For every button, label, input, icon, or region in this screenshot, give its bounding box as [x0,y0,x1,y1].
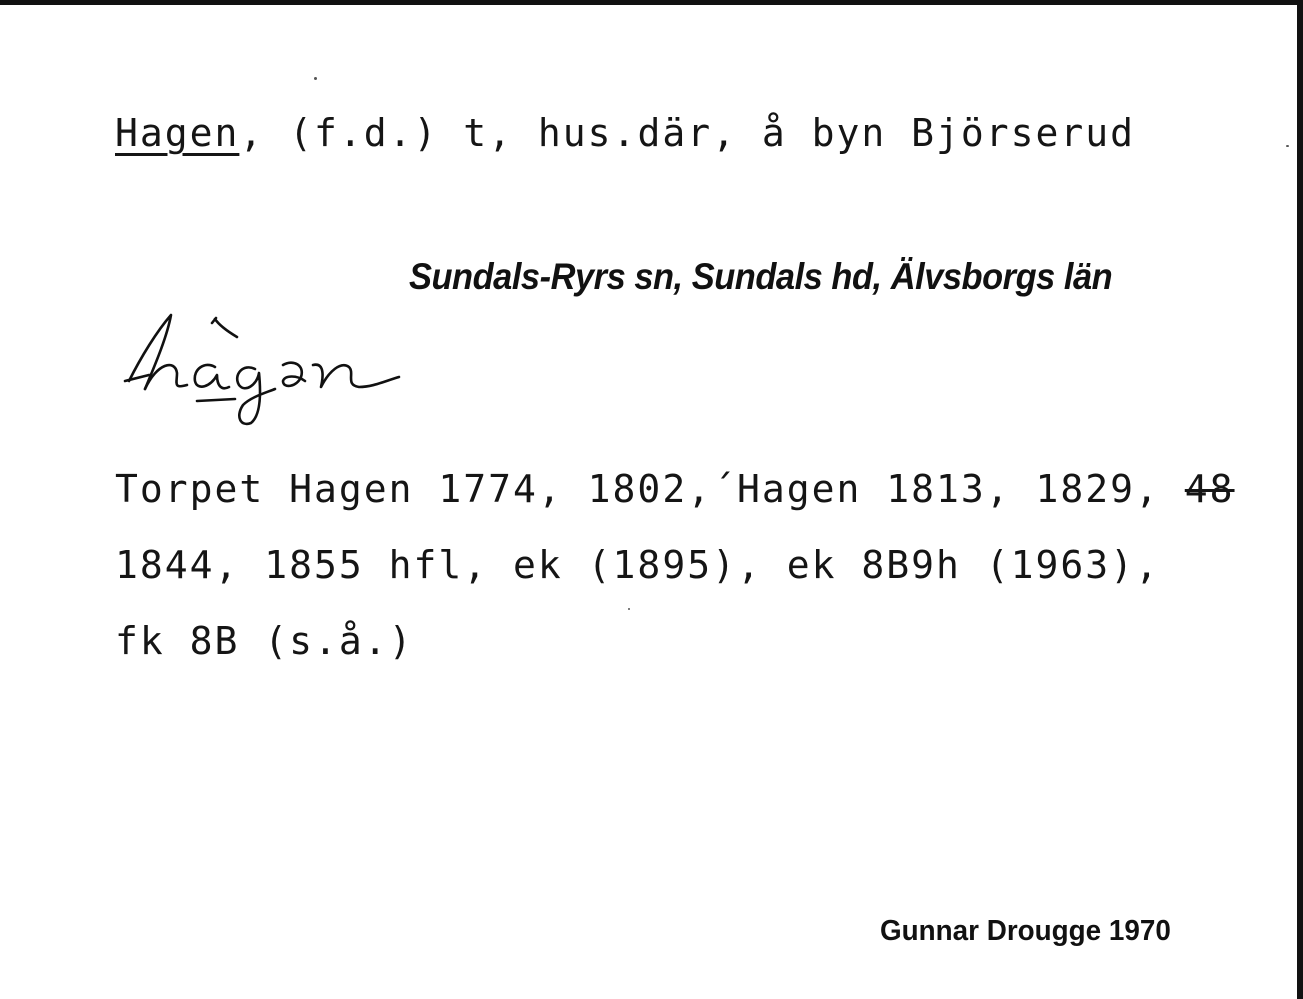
paper-speck [1286,145,1289,147]
sources-line-2: 1844, 1855 hfl, ek (1895), ek 8B9h (1963), [115,543,1160,587]
sources-line-1 [115,451,1235,527]
location-line: Sundals-Ryrs sn, Sundals hd, Älvsborgs län [409,256,1113,297]
sources-line-3: fk 8B (s.å.) [115,619,414,663]
handwritten-pronunciation [115,297,415,437]
paper-speck [314,77,317,80]
paper-speck [628,608,630,610]
heading-description: , (f.d.) t, hus.där, å byn Björserud [239,111,1135,155]
headword: Hagen [115,111,240,155]
sources-text-1: Torpet Hagen 1774, 1802,´Hagen 1813, 1829, [115,467,1185,511]
card-heading [115,111,1135,155]
struck-out-text: 48 [1184,467,1235,511]
signature: Gunnar Drougge 1970 [880,915,1171,947]
